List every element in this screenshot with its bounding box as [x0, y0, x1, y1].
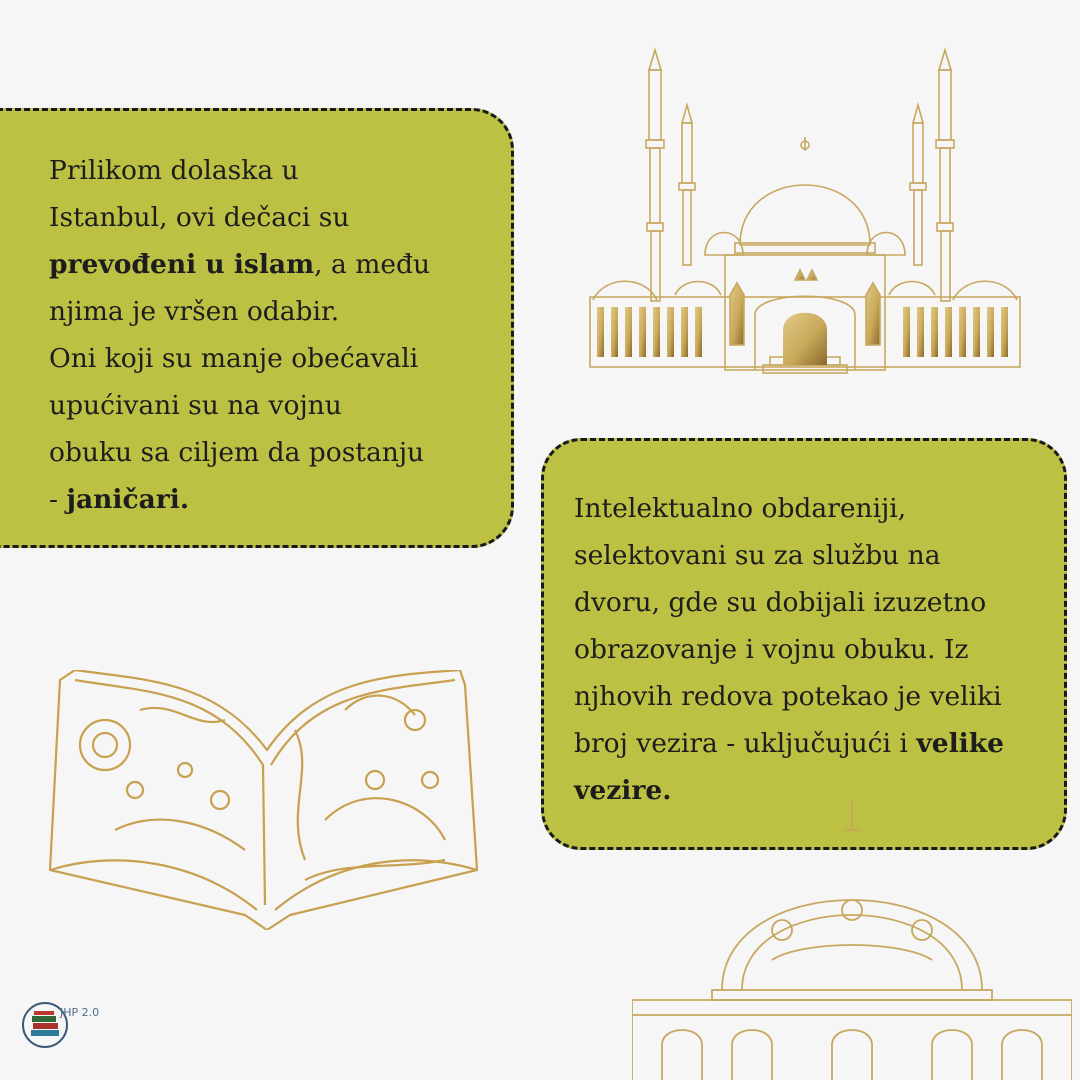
card-1-line: obuku sa ciljem da postanju: [49, 437, 425, 468]
card-1-paragraph: [49, 147, 481, 523]
bold-islam-text: prevođeni u islam: [49, 249, 315, 280]
logo-text: JHP 2.0: [60, 1006, 100, 1019]
card-2-line: broj vezira - uključujući i: [574, 728, 917, 759]
card-2-line: dvoru, gde su dobijali izuzetno: [574, 587, 987, 618]
bold-vezire-text: vezire.: [574, 775, 672, 806]
bold-velike-text: velike: [916, 728, 1004, 759]
card-2-line: njhovih redova potekao je veliki: [574, 681, 1002, 712]
card-2-paragraph: [574, 485, 1044, 814]
card-1-line: Oni koji su manje obećavali: [49, 343, 419, 374]
bold-janicari-text: janičari.: [66, 484, 190, 515]
card-2-line: Intelektualno obdareniji,: [574, 493, 907, 524]
card-1-line: Istanbul, ovi dečaci su: [49, 202, 350, 233]
card-1-line: , a među: [314, 249, 431, 280]
card-1-dash: -: [49, 484, 67, 515]
info-card-1: [0, 108, 514, 548]
card-1-line: Prilikom dolaska u: [49, 155, 299, 186]
open-book-illustration: [45, 670, 480, 930]
card-1-line: njima je vršen odabir.: [49, 296, 340, 327]
info-card-2: [541, 438, 1067, 850]
mosque-illustration: [585, 45, 1025, 380]
card-2-line: obrazovanje i vojnu obuku. Iz: [574, 634, 969, 665]
dome-illustration: [632, 800, 1072, 1080]
card-2-line: selektovani su za službu na: [574, 540, 941, 571]
card-1-line: upućivani su na vojnu: [49, 390, 342, 421]
